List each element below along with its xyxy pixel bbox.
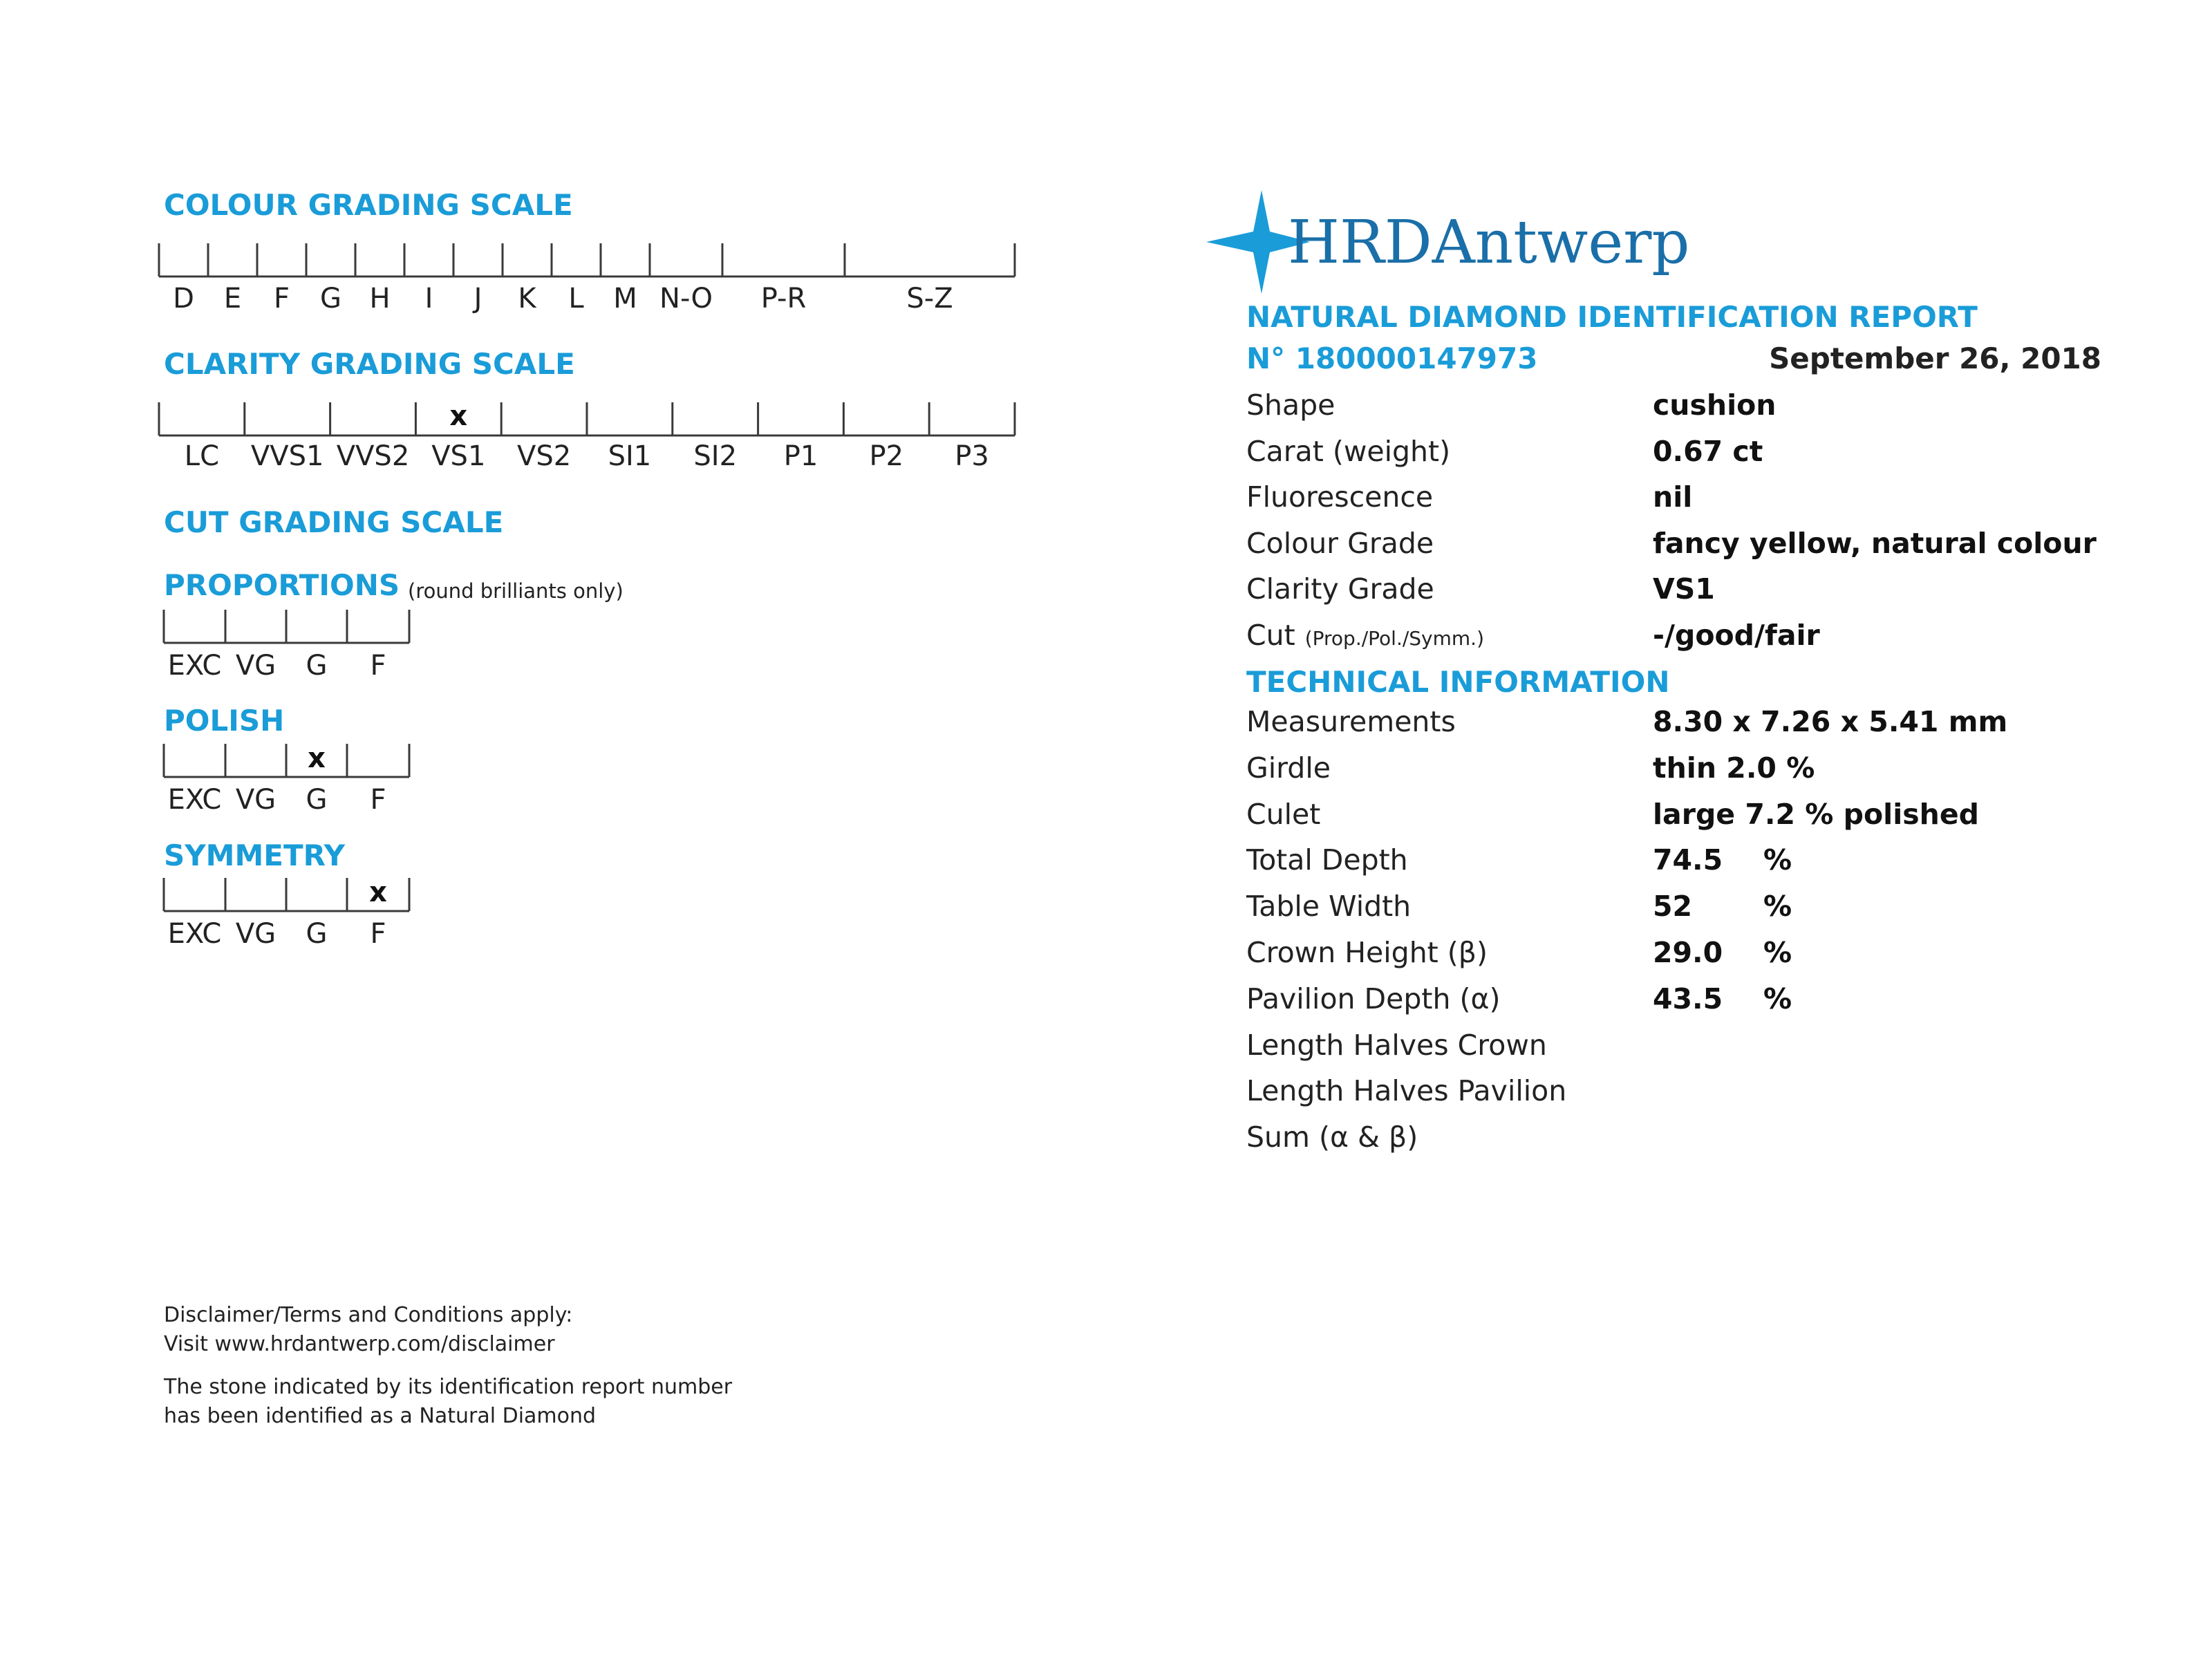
colour-scale-grade-label: E — [223, 283, 242, 315]
report-value: 0.67 ct — [1653, 434, 1763, 468]
disclaimer-link[interactable]: Visit www.hrdantwerp.com/disclaimer — [164, 1332, 555, 1356]
report-value: -/good/fair — [1653, 618, 1820, 652]
technical-value: thin 2.0 % — [1653, 751, 1815, 785]
technical-value: 74.5 — [1653, 843, 1723, 877]
report-number: N° 180000147973 — [1246, 341, 1538, 375]
colour-scale-grade-label: I — [424, 283, 433, 315]
report-label: Carat (weight) — [1246, 434, 1451, 468]
technical-label: Crown Height (β) — [1246, 936, 1488, 969]
report-value: VS1 — [1653, 572, 1715, 606]
clarity-scale-grade-label: LC — [184, 440, 220, 472]
polish-scale-grade-label: EXC — [167, 784, 222, 816]
technical-label: Table Width — [1246, 890, 1412, 924]
report-title: NATURAL DIAMOND IDENTIFICATION REPORT — [1246, 300, 1978, 334]
report-value: nil — [1653, 480, 1693, 514]
symmetry-heading: SYMMETRY — [164, 838, 346, 872]
technical-label: Length Halves Pavilion — [1246, 1074, 1567, 1108]
polish-scale-grade-label: VG — [235, 784, 276, 816]
proportions-scale-grade-label: EXC — [167, 650, 222, 682]
proportions-scale-grade-label: VG — [235, 650, 276, 682]
report-value: fancy yellow, natural colour — [1653, 526, 2097, 560]
technical-title: TECHNICAL INFORMATION — [1246, 665, 1670, 699]
technical-label: Length Halves Crown — [1246, 1028, 1547, 1062]
report-label: Clarity Grade — [1246, 572, 1434, 606]
technical-label: Girdle — [1246, 751, 1331, 785]
colour-scale-grade-label: J — [474, 283, 482, 315]
technical-unit: % — [1763, 982, 1792, 1015]
colour-scale-grade-label: D — [173, 283, 194, 315]
technical-label: Culet — [1246, 797, 1321, 831]
polish-scale-grade-label: G — [306, 784, 328, 816]
report-label-sub: (Prop./Pol./Symm.) — [1304, 626, 1485, 650]
symmetry-scale-grade-label: VG — [235, 918, 276, 950]
report-date: September 26, 2018 — [1769, 341, 2101, 375]
proportions-heading: PROPORTIONS — [164, 568, 400, 602]
technical-value: 43.5 — [1653, 982, 1723, 1015]
clarity-scale-grade-label: VVS2 — [336, 440, 410, 472]
symmetry-scale-selected-mark: x — [369, 877, 387, 908]
colour-scale-grade-label: P-R — [760, 283, 807, 315]
identification-line: The stone indicated by its identification report number — [164, 1375, 733, 1399]
technical-label: Sum (α & β) — [1246, 1121, 1418, 1154]
clarity-scale-grade-label: P1 — [783, 440, 818, 472]
proportions-note: (round brilliants only) — [408, 579, 624, 603]
proportions-scale-grade-label: F — [370, 650, 386, 682]
technical-value: 52 — [1653, 890, 1693, 924]
symmetry-scale-grade-label: EXC — [167, 918, 222, 950]
technical-value: large 7.2 % polished — [1653, 797, 1980, 831]
symmetry-scale-grade-label: F — [370, 918, 386, 950]
report-label: Colour Grade — [1246, 526, 1434, 560]
technical-label: Pavilion Depth (α) — [1246, 982, 1501, 1015]
colour-scale-grade-label: M — [613, 283, 637, 315]
colour-scale-grade-label: L — [568, 283, 584, 315]
clarity-scale-grade-label: SI1 — [608, 440, 652, 472]
colour-scale-heading: COLOUR GRADING SCALE — [164, 188, 573, 222]
polish-heading: POLISH — [164, 704, 285, 738]
clarity-scale-grade-label: P2 — [869, 440, 904, 472]
disclaimer-line: Disclaimer/Terms and Conditions apply: — [164, 1303, 573, 1327]
report-label: Shape — [1246, 388, 1335, 422]
technical-label: Total Depth — [1246, 843, 1408, 877]
proportions-scale-grade-label: G — [306, 650, 328, 682]
clarity-scale-grade-label: SI2 — [693, 440, 738, 472]
clarity-scale-grade-label: VVS1 — [250, 440, 324, 472]
colour-scale-grade-label: G — [320, 283, 341, 315]
technical-unit: % — [1763, 936, 1792, 969]
colour-scale-grade-label: F — [273, 283, 290, 315]
logo-wordmark: HRDAntwerp — [1288, 208, 1690, 277]
report-value: cushion — [1653, 388, 1777, 422]
technical-label: Measurements — [1246, 705, 1456, 738]
report-label: Cut (Prop./Pol./Symm.) — [1246, 618, 1485, 652]
identification-line: has been identified as a Natural Diamond — [164, 1404, 597, 1428]
technical-unit: % — [1763, 890, 1792, 924]
technical-unit: % — [1763, 843, 1792, 877]
symmetry-scale-grade-label: G — [306, 918, 328, 950]
colour-scale-grade-label: S-Z — [906, 283, 953, 315]
clarity-scale-grade-label: VS1 — [431, 440, 486, 472]
identification-note — [164, 1373, 732, 1431]
polish-scale-grade-label: F — [370, 784, 386, 816]
colour-scale-grade-label: N-O — [659, 283, 713, 315]
clarity-scale-grade-label: VS2 — [516, 440, 572, 472]
report-label: Fluorescence — [1246, 480, 1434, 514]
cut-scale-heading: CUT GRADING SCALE — [164, 505, 504, 539]
colour-scale-grade-label: H — [369, 283, 391, 315]
clarity-scale-heading: CLARITY GRADING SCALE — [164, 347, 575, 381]
disclaimer — [164, 1301, 572, 1359]
colour-scale-grade-label: K — [518, 283, 536, 315]
clarity-scale-grade-label: P3 — [955, 440, 989, 472]
technical-value: 29.0 — [1653, 936, 1723, 969]
hrd-antwerp-logo — [1206, 190, 1690, 294]
polish-scale-selected-mark: x — [308, 742, 326, 774]
technical-value: 8.30 x 7.26 x 5.41 mm — [1653, 705, 2008, 738]
clarity-scale-selected-mark: x — [449, 400, 468, 432]
